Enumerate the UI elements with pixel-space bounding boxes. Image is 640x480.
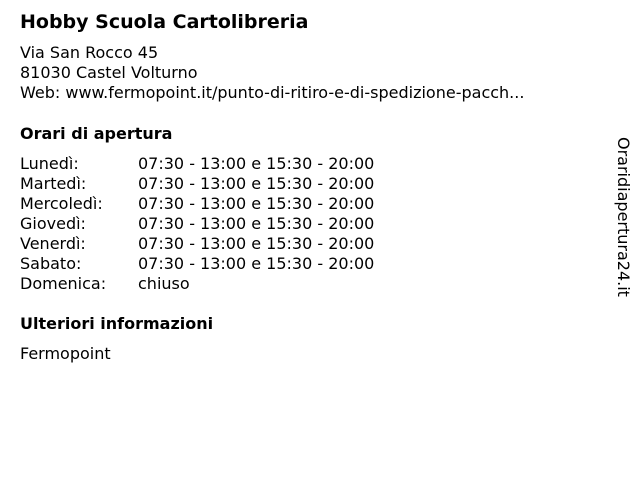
hours-row-tuesday — [20, 174, 440, 194]
additional-info-heading: Ulteriori informazioni — [20, 314, 214, 333]
opening-hours-heading: Orari di apertura — [20, 124, 173, 143]
day-label: Lunedì: — [20, 154, 79, 173]
website-link[interactable]: Web: www.fermopoint.it/punto-di-ritiro-e-di-spedizione-pacch... — [20, 83, 525, 102]
hours-row-friday — [20, 234, 440, 254]
hours-row-wednesday — [20, 194, 440, 214]
store-address — [20, 43, 524, 103]
site-brand-watermark: Oraridiapertura24.it — [614, 137, 633, 297]
day-label: Martedì: — [20, 174, 87, 193]
day-hours: 07:30 - 13:00 e 15:30 - 20:00 — [138, 254, 375, 273]
store-name: Hobby Scuola Cartolibreria — [20, 11, 309, 33]
hours-row-monday — [20, 154, 440, 174]
hours-row-saturday — [20, 254, 440, 274]
day-label: Giovedì: — [20, 214, 86, 233]
address-city: 81030 Castel Volturno — [20, 63, 198, 82]
opening-hours-list — [20, 154, 440, 294]
day-hours: 07:30 - 13:00 e 15:30 - 20:00 — [138, 174, 375, 193]
day-label: Sabato: — [20, 254, 82, 273]
hours-row-thursday — [20, 214, 440, 234]
day-label: Mercoledì: — [20, 194, 103, 213]
day-hours: chiuso — [138, 274, 190, 293]
additional-info-text: Fermopoint — [20, 344, 111, 363]
day-hours: 07:30 - 13:00 e 15:30 - 20:00 — [138, 214, 375, 233]
day-label: Venerdì: — [20, 234, 86, 253]
day-hours: 07:30 - 13:00 e 15:30 - 20:00 — [138, 194, 375, 213]
address-street: Via San Rocco 45 — [20, 43, 159, 62]
hours-row-sunday — [20, 274, 440, 294]
day-hours: 07:30 - 13:00 e 15:30 - 20:00 — [138, 234, 375, 253]
day-label: Domenica: — [20, 274, 107, 293]
day-hours: 07:30 - 13:00 e 15:30 - 20:00 — [138, 154, 375, 173]
